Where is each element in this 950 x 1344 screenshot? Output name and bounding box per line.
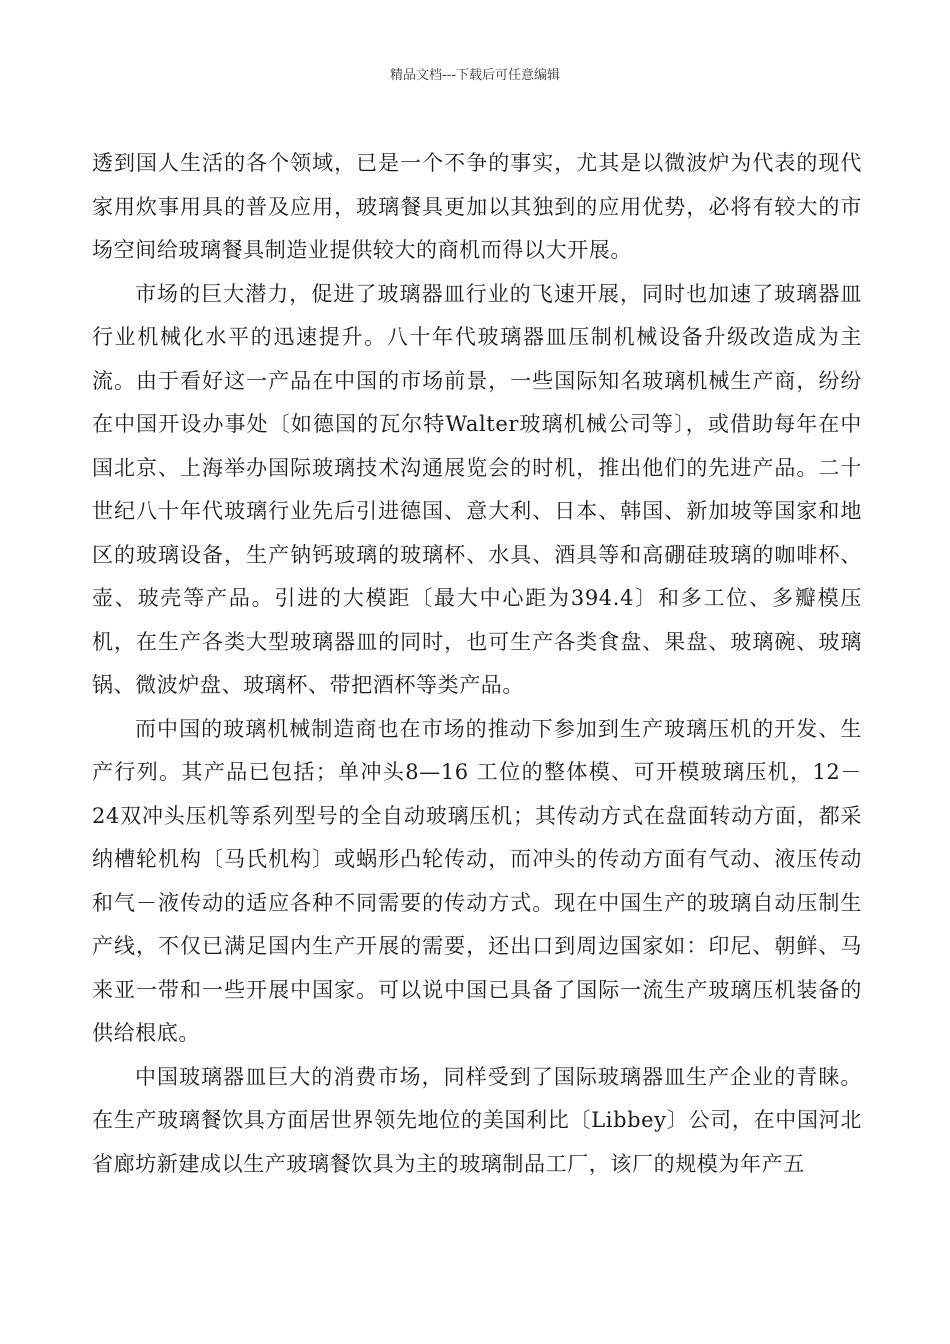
paragraph-domestic-manufacturers: 而中国的玻璃机械制造商也在市场的推动下参加到生产玻璃压机的开发、生产行列。其产品已包括；单冲头8—16 工位的整体模、可开模玻璃压机，12－24双冲头压机等系列型号的全自动玻璃压机；其传动方式在盘面转动方面，都采纳槽轮机构〔马氏机构〕或蜗形凸轮传动，而冲头的传动方面有气动、液压传动和气－液传动的适应各种不同需要的传动方式。现在中国生产的玻璃自动压制生产线，不仅已满足国内生产开展的需要，还出口到周边国家如：印尼、朝鲜、马来亚一带和一些开展中国家。可以说中国已具备了国际一流生产玻璃压机装备的供给根底。 [92, 716, 862, 1045]
document-body [92, 142, 862, 1186]
paragraph-consumer-market: 中国玻璃器皿巨大的消费市场，同样受到了国际玻璃器皿生产企业的青睐。在生产玻璃餐饮具方面居世界领先地位的美国利比〔Libbey〕公司，在中国河北省廊坊新建成以生产玻璃餐饮具为主的玻璃制品工厂，该厂的规模为年产五 [92, 1064, 862, 1176]
paragraph-market-potential: 市场的巨大潜力，促进了玻璃器皿行业的飞速开展，同时也加速了玻璃器皿行业机械化水平的迅速提升。八十年代玻璃器皿压制机械设备升级改造成为主流。由于看好这一产品在中国的市场前景，一些国际知名玻璃机械生产商，纷纷在中国开设办事处〔如德国的瓦尔特Walter玻璃机械公司等〕，或借助每年在中国北京、上海举办国际玻璃技术沟通展览会的时机，推出他们的先进产品。二十世纪八十年代玻璃行业先后引进德国、意大利、日本、韩国、新加坡等国家和地区的玻璃设备，生产钠钙玻璃的玻璃杯、水具、酒具等和高硼硅玻璃的咖啡杯、壶、玻壳等产品。引进的大模距〔最大中心距为394.4〕和多工位、多瓣模压机，在生产各类大型玻璃器皿的同时，也可生产各类食盘、果盘、玻璃碗、玻璃锅、微波炉盘、玻璃杯、带把酒杯等类产品。 [92, 281, 862, 697]
page-header: 精品文档---下载后可任意编辑 [389, 68, 561, 83]
paragraph-continuation: 透到国人生活的各个领域，已是一个不争的事实，尤其是以微波炉为代表的现代家用炊事用具的普及应用，玻璃餐具更加以其独到的应用优势，必将有较大的市场空间给玻璃餐具制造业提供较大的商机而得以大开展。 [92, 151, 862, 262]
